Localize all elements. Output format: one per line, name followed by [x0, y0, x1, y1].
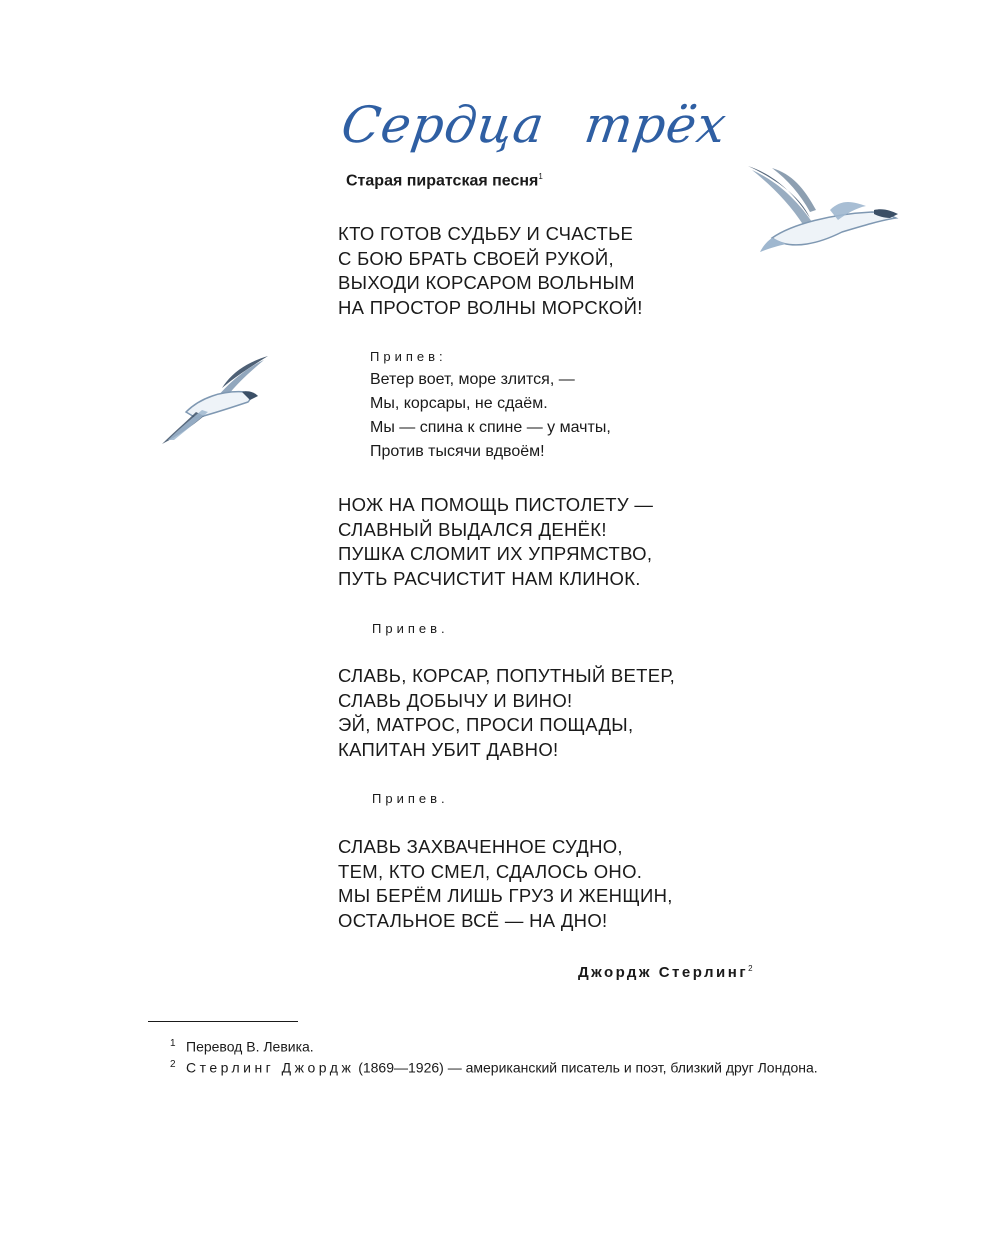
verse-line: ПУТЬ РАСЧИСТИТ НАМ КЛИНОК.	[338, 567, 641, 589]
poem-title	[346, 172, 543, 190]
seagull-body	[772, 212, 896, 245]
refrain-line: Мы — спина к спине — у мачты,	[370, 419, 611, 436]
verse-line: ПУШКА СЛОМИТ ИХ УПРЯМСТВО,	[338, 543, 653, 564]
footnote-ref-2[interactable]: 2	[748, 964, 756, 973]
verse-line: ОСТАЛЬНОЕ ВСЁ — НА ДНО!	[338, 909, 608, 931]
footnote-mark: 2	[170, 1059, 176, 1070]
page-header-title: Сердца трёх	[337, 96, 731, 154]
stanza-1	[338, 222, 643, 320]
stanza-2	[338, 493, 653, 591]
verse-line: СЛАВЬ ЗАХВАЧЕННОЕ СУДНО,	[338, 836, 623, 857]
verse-line: ЭЙ, МАТРОС, ПРОСИ ПОЩАДЫ,	[338, 714, 634, 735]
footnote-mark: 1	[170, 1038, 176, 1049]
verse-line: ТЕМ, КТО СМЕЛ, СДАЛОСЬ ОНО.	[338, 860, 643, 882]
seagull-wing	[168, 410, 208, 440]
stanza-4	[338, 835, 673, 933]
seagull-illustration-left	[156, 352, 274, 448]
verse-line: НА ПРОСТОР ВОЛНЫ МОРСКОЙ!	[338, 296, 643, 318]
refrain-line: Ветер воет, море злится, —	[370, 371, 575, 388]
refrain-line: Против тысячи вдвоём!	[370, 443, 545, 460]
refrain-label: Припев:	[370, 349, 447, 364]
verse-line: СЛАВНЫЙ ВЫДАЛСЯ ДЕНЁК!	[338, 518, 607, 540]
verse-line: СЛАВЬ ДОБЫЧУ И ВИНО!	[338, 689, 573, 711]
verse-line: НОЖ НА ПОМОЩЬ ПИСТОЛЕТУ —	[338, 494, 654, 515]
author-name: Джордж Стерлинг	[578, 964, 749, 981]
verse-line: МЫ БЕРЁМ ЛИШЬ ГРУЗ И ЖЕНЩИН,	[338, 885, 673, 906]
verse-line: ВЫХОДИ КОРСАРОМ ВОЛЬНЫМ	[338, 272, 635, 293]
footnote-2	[170, 1059, 818, 1076]
footnote-name: Стерлинг Джордж	[186, 1059, 355, 1076]
seagull-illustration-right	[742, 160, 902, 260]
footnote-ref-1[interactable]: 1	[538, 172, 543, 181]
footnote-1	[170, 1038, 314, 1055]
verse-line: КТО ГОТОВ СУДЬБУ И СЧАСТЬЕ	[338, 223, 634, 244]
footnote-text: Перевод В. Левика.	[186, 1038, 314, 1055]
refrain-line: Мы, корсары, не сдаём.	[370, 395, 548, 412]
verse-line: СЛАВЬ, КОРСАР, ПОПУТНЫЙ ВЕТЕР,	[338, 665, 676, 686]
author-signature	[578, 964, 755, 981]
refrain-reference: Припев.	[372, 791, 449, 806]
poem-title-text: Старая пиратская песня	[346, 172, 539, 190]
footnote-divider	[148, 1021, 298, 1022]
stanza-3	[338, 664, 675, 762]
refrain	[370, 346, 611, 464]
verse-line: КАПИТАН УБИТ ДАВНО!	[338, 738, 559, 760]
footnote-text: (1869—1926) — американский писатель и поэт, близкий друг Лондона.	[354, 1059, 818, 1076]
verse-line: С БОЮ БРАТЬ СВОЕЙ РУКОЙ,	[338, 247, 614, 269]
refrain-reference: Припев.	[372, 621, 449, 636]
